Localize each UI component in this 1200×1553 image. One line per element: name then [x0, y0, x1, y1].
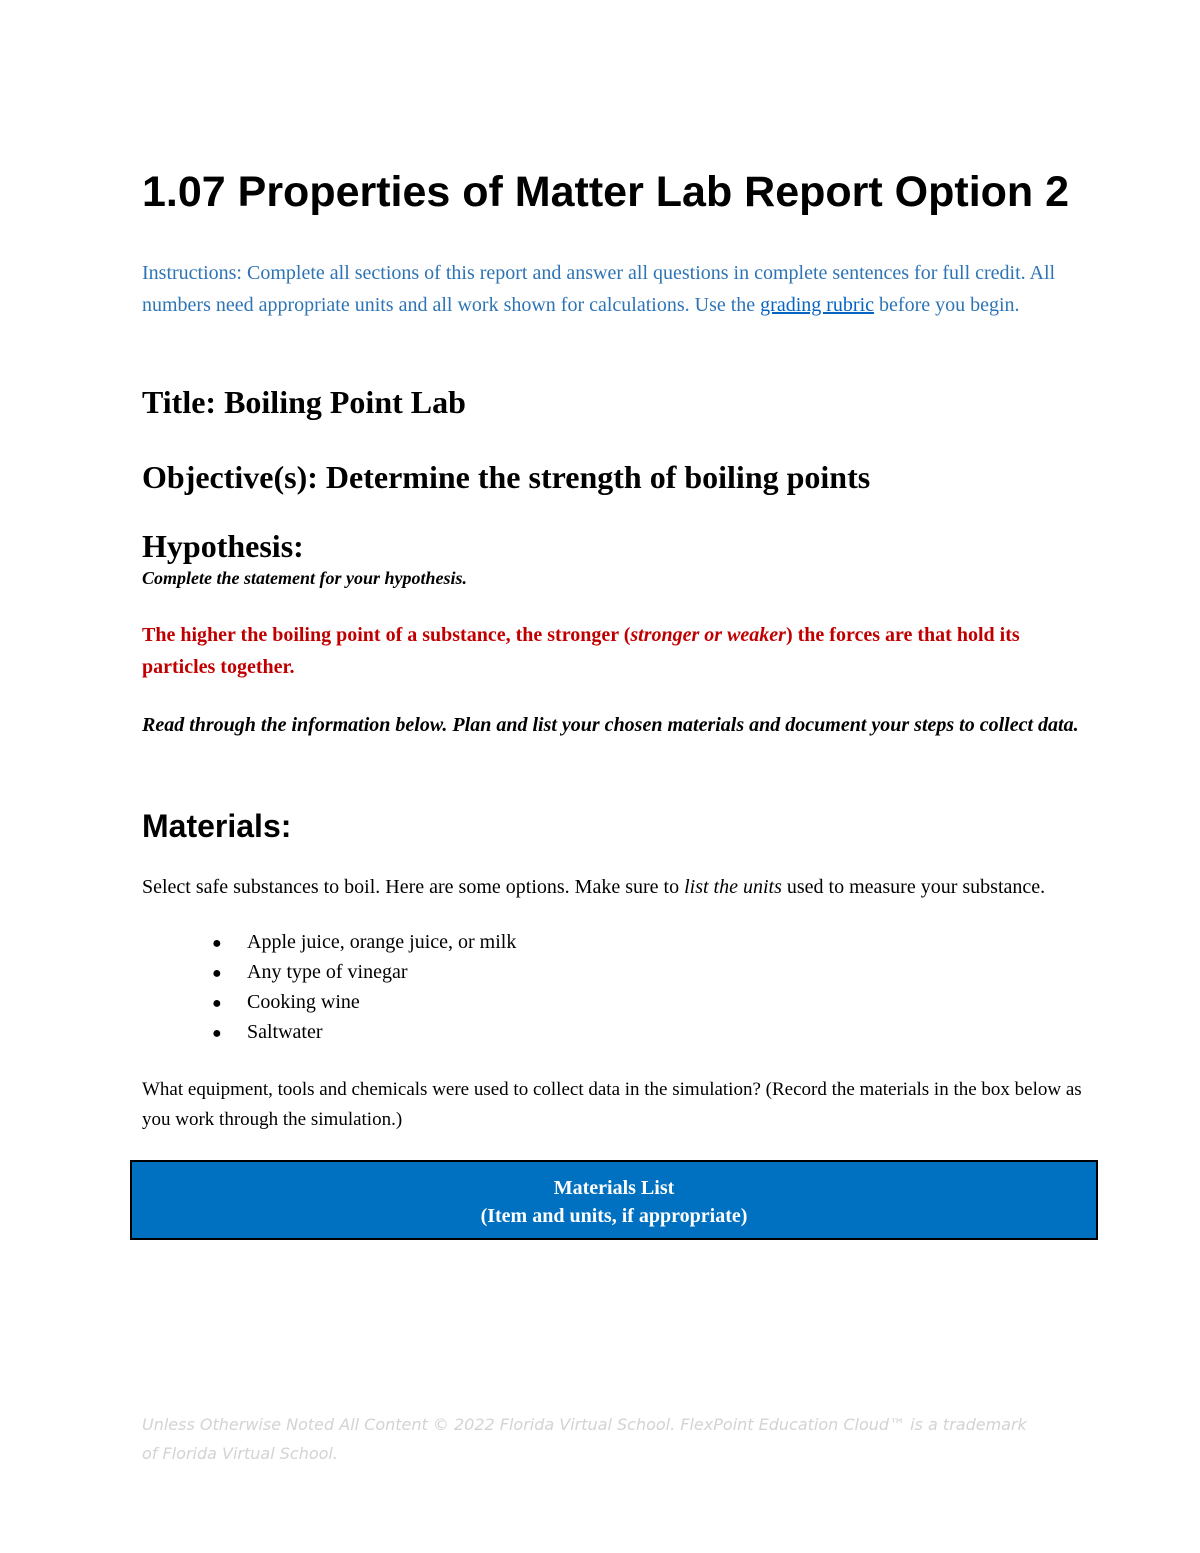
read-through-instruction: Read through the information below. Plan and list your chosen materials and document your steps to collect data.: [142, 714, 1079, 736]
bullet-icon: ●: [212, 935, 222, 952]
materials-intro-emphasis: list the units: [684, 876, 782, 898]
page-title: 1.07 Properties of Matter Lab Report Option 2: [142, 168, 1070, 216]
list-item-label: Any type of vinegar: [247, 961, 408, 983]
hypothesis-statement: [142, 619, 1082, 683]
lab-title: Title: Boiling Point Lab: [142, 384, 466, 420]
hypothesis-statement-start: The higher the boiling point of a substance, the stronger (: [142, 624, 631, 646]
list-item: [212, 1017, 516, 1047]
materials-intro: [142, 874, 1082, 900]
hypothesis-statement-end: ) the forces are that hold its particles together.: [142, 624, 1020, 678]
instructions-text: Instructions: Complete all sections of this report and answer all questions in complete sentences for full credit. All numbers need appropriate units and all work shown for calculations. Use the: [142, 262, 1056, 316]
list-item: [212, 987, 516, 1017]
equipment-question: What equipment, tools and chemicals were used to collect data in the simulation? (Record the materials in the box below as you work through the simulation.): [142, 1079, 1082, 1130]
list-item-label: Saltwater: [247, 1021, 323, 1043]
materials-list-subtitle: (Item and units, if appropriate): [480, 1205, 748, 1227]
hypothesis-prompt: Complete the statement for your hypothesis.: [142, 568, 468, 588]
list-item: [212, 927, 516, 957]
instructions-paragraph: [142, 257, 1092, 321]
instructions-text-end: before you begin.: [874, 294, 1020, 316]
materials-intro-start: Select safe substances to boil. Here are some options. Make sure to: [142, 876, 685, 898]
list-item-label: Cooking wine: [247, 991, 360, 1013]
objective-heading: Objective(s): Determine the strength of boiling points: [142, 459, 871, 495]
bullet-icon: ●: [212, 965, 222, 982]
materials-list-box[interactable]: [130, 1160, 1098, 1240]
materials-list-title: Materials List: [553, 1177, 675, 1199]
hypothesis-choices: stronger or weaker: [630, 624, 786, 646]
list-item-label: Apple juice, orange juice, or milk: [247, 931, 517, 953]
grading-rubric-link[interactable]: grading rubric: [760, 294, 875, 316]
substance-options-list: [212, 927, 516, 1047]
copyright-footer: Unless Otherwise Noted All Content © 2022 Florida Virtual School. FlexPoint Education Cloud™ is a trademark of Florida Virtual School.: [142, 1415, 1027, 1463]
bullet-icon: ●: [212, 995, 222, 1012]
materials-heading: Materials:: [142, 808, 292, 844]
materials-intro-end: used to measure your substance.: [781, 876, 1046, 898]
list-item: [212, 957, 516, 987]
bullet-icon: ●: [212, 1025, 222, 1042]
hypothesis-heading: Hypothesis:: [142, 528, 304, 564]
